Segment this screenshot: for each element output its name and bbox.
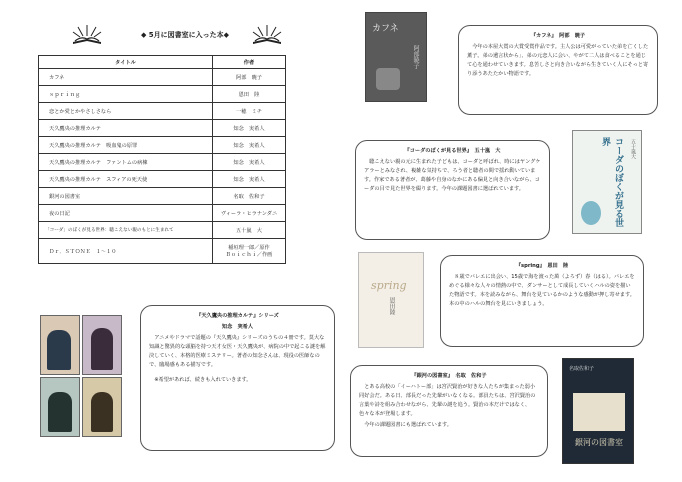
ginga-cover-title: 銀河の図書室	[575, 438, 623, 447]
tenkyu-author: 知念 実希人	[221, 324, 254, 330]
table-row	[39, 86, 286, 103]
table-row	[39, 137, 286, 154]
kafune-review-box	[458, 25, 658, 115]
spring-review-box	[440, 255, 644, 347]
book-author: 恩田 陸	[213, 86, 286, 103]
ginga-note: 今年の課題図書にも選ばれています。	[364, 422, 452, 428]
book-author: 五十嵐 大	[213, 222, 286, 239]
ginga-cover	[562, 358, 634, 464]
tenkyu-series-title: 『天久鷹央の推理カルテ』シリーズ	[196, 313, 279, 319]
book-title: Ｄｒ．ＳＴＯＮＥ １～１０	[39, 239, 213, 264]
page-heading: ◆ 5月に図書室に入った本◆	[140, 31, 230, 39]
book-author: 一穂 ミチ	[213, 103, 286, 120]
ginga-review-box	[350, 365, 548, 457]
book-title: 夜の日記	[39, 205, 213, 222]
book-title: 天久鷹央の推理カルテ	[39, 120, 213, 137]
book-title: 天久鷹央の推理カルテ ファントムの病棟	[39, 154, 213, 171]
spring-cover-title: spring	[371, 279, 407, 292]
table-row	[39, 120, 286, 137]
book-author	[213, 239, 286, 264]
book-title: 銀河の図書室	[39, 188, 213, 205]
coda-cover-author: 五十嵐大	[630, 139, 636, 159]
coda-cover-title: コーダのぼくが見る世界	[600, 137, 623, 227]
book-author: 知念 実希人	[213, 120, 286, 137]
table-row	[39, 171, 286, 188]
table-row	[39, 69, 286, 86]
kafune-cover-author: 阿部暁子	[412, 45, 419, 69]
tenkyu-cover-3	[40, 377, 80, 437]
coda-title: 『コーダのぼくが見る世界』 五十嵐 大	[404, 148, 501, 154]
table-row	[39, 222, 286, 239]
tenkyu-description: アニメやドラマで話題の『天久鷹央』シリーズのうちの４冊です。莫大な知識と驚異的な頭脳を持つ天才女医・天久鷹央が、病院の中で起こる謎を解決していく、本格的医療ミステリー。著者の知念さんは、現役の医師なので、臨場感もある描写です。	[149, 335, 326, 368]
spring-cover-author: 恩田陸	[388, 297, 395, 315]
tenkyu-note: ※希望があれば、続きも入れていきます。	[154, 377, 252, 383]
ginga-description: とある高校の「イーハトー部」は宮沢賢治が好きな人たちが集まった弱小同好会だ。ある日、部長だった先輩がいなくなる。部員たちは、宮沢賢治の言葉や詩を組み合わせながら、先輩の謎を追う。賢治の本だけではなく、色々な本が登場します。	[359, 384, 536, 417]
table-row	[39, 239, 286, 264]
author-line-2: Ｂｏｉｃｈｉ／作画	[225, 252, 273, 258]
book-author: 知念 実希人	[213, 171, 286, 188]
book-author: 阿部 暁子	[213, 69, 286, 86]
ginga-title: 『銀河の図書室』 名取 佐和子	[411, 373, 487, 379]
ginga-cover-author: 名取佐和子	[569, 366, 595, 372]
coda-review-box	[355, 140, 550, 240]
book-title: 天久鷹央の推理カルテ 吸血鬼の原罪	[39, 137, 213, 154]
open-book-icon-right	[250, 22, 284, 46]
table-row	[39, 154, 286, 171]
table-row	[39, 103, 286, 120]
coda-description: 聴こえない親の元に生まれた子どもは、コーダと呼ばれ、時にはヤングケアラーとみなされ、複雑な気持ちで、ろう者と聴者の間で揺れ動いています。作家である著者が、葛藤や自身のなかにある偏見と向き合いながら、コーダの目で見た世界を綴ります。今年の課題図書に選ばれています。	[364, 159, 541, 192]
tenkyu-cover-1	[40, 315, 80, 375]
book-author: 名取 佐和子	[213, 188, 286, 205]
tenkyu-cover-2	[82, 315, 122, 375]
book-title: 「コーダ」のぼくが見る世界：聴こえない親のもとに生まれて	[39, 222, 213, 239]
book-title: カフネ	[39, 69, 213, 86]
table-row	[39, 205, 286, 222]
kafune-cover-title: カフネ	[372, 24, 399, 34]
open-book-icon-left	[70, 22, 104, 46]
spring-title: 『spring』 恩田 陸	[515, 263, 569, 269]
col-title-header: タイトル	[39, 56, 213, 69]
book-title: 恋とか愛とかやさしさなら	[39, 103, 213, 120]
book-title: 天久鷹央の推理カルテ スフィアの死天使	[39, 171, 213, 188]
tenkyu-review-box	[140, 305, 335, 451]
table-row	[39, 188, 286, 205]
kafune-title: 『カフネ』 阿部 暁子	[530, 33, 586, 39]
book-author: 知念 実希人	[213, 154, 286, 171]
kafune-cover	[365, 12, 427, 102]
coda-cover	[572, 130, 642, 234]
tenkyu-covers-photo	[40, 315, 122, 437]
new-books-table	[38, 55, 286, 264]
table-header-row	[39, 56, 286, 69]
book-author: 知念 実希人	[213, 137, 286, 154]
col-author-header: 作者	[213, 56, 286, 69]
tenkyu-cover-4	[82, 377, 122, 437]
spring-description: ８歳でバレエに出会い、15歳で海を渡った萬（よろず）春（はる）。バレエをめぐる様々な人々の情熱の中で、ダンサーとして成長していくハルの姿を描いた物語です。本を読みながら、舞台を見ているかのような感動が押し寄せます。本の中のハルの舞台を見にいきましょう。	[449, 274, 635, 307]
kafune-description: 今年の本屋大賞の大賞受賞作品です。主人公は可愛がっていた弟を亡くした薫子。弟の遺言状から」、弟の元恋人に会い、やがて二人は食べることを通じて心を通わせていきます。息苦しさと向き合いながら生きていく人にそっと寄り添うあたたかい物語です。	[467, 44, 649, 77]
spring-cover	[358, 252, 424, 348]
book-title: ｓｐｒｉｎｇ	[39, 86, 213, 103]
book-author: ヴィーラ・ヒラナンダニ	[213, 205, 286, 222]
author-line-1: 稲垣理一郎／原作	[228, 245, 270, 251]
